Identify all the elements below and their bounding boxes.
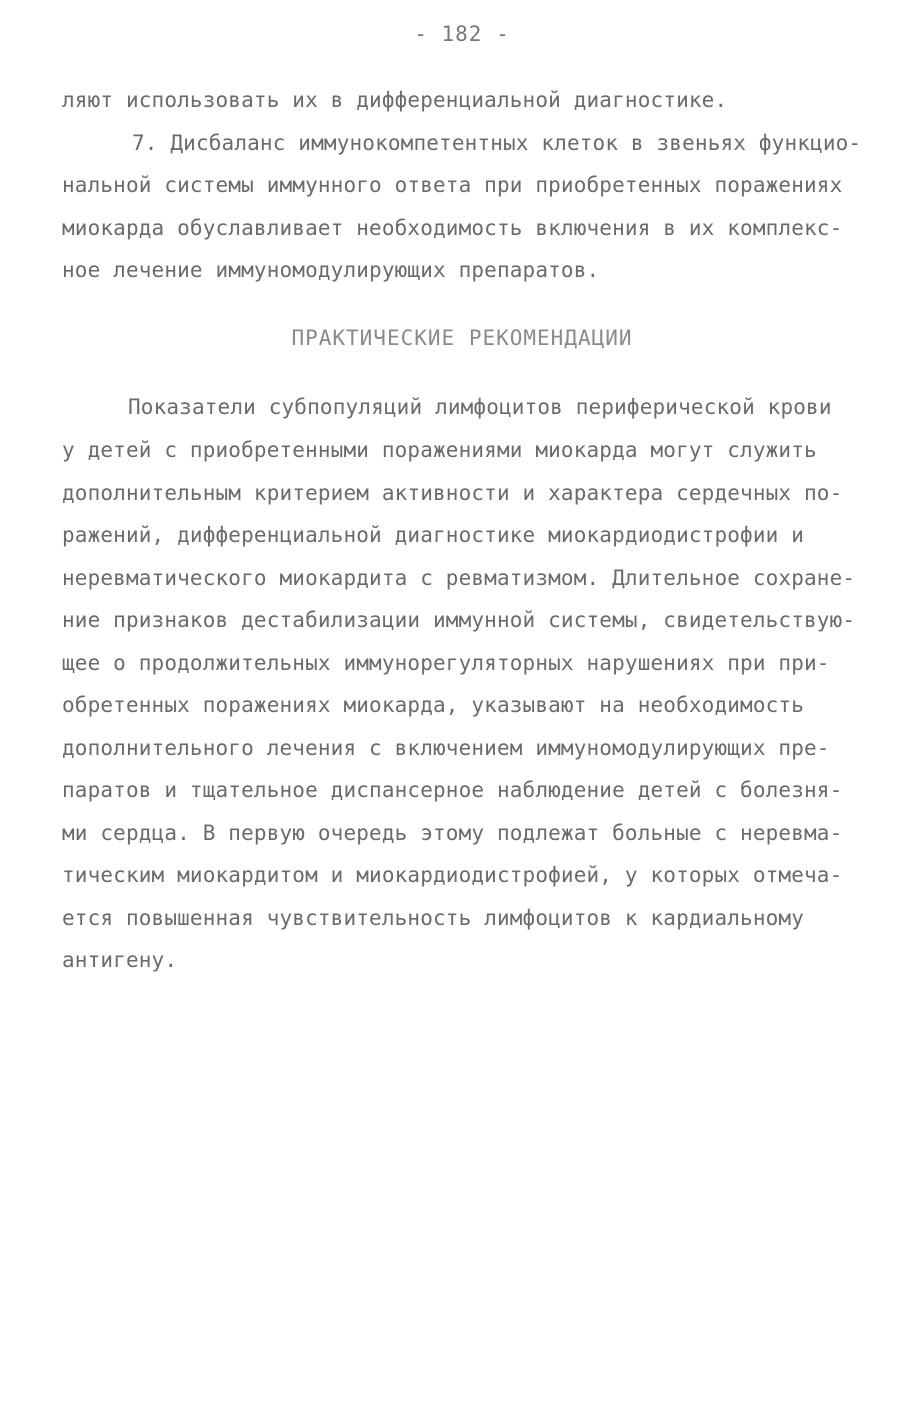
recommendation-line: ется повышенная чувствительность лимфоцитов к кардиальному (62, 906, 804, 930)
conclusion-line: ляют использовать их в дифференциальной диагностике. (62, 88, 728, 112)
recommendation-line: ражений, дифференциальной диагностике миокардиодистрофии и (62, 523, 804, 547)
recommendation-line: обретенных поражениях миокарда, указывают на необходимость (62, 693, 804, 717)
recommendation-line: неревматического миокардита с ревматизмом. Длительное сохране- (62, 566, 856, 590)
recommendation-line: ние признаков дестабилизации иммунной системы, свидетельствую- (62, 608, 856, 632)
recommendation-line: щее о продолжительных иммунорегуляторных нарушениях при при- (62, 651, 830, 675)
recommendation-line: паратов и тщательное диспансерное наблюдение детей с болезня- (62, 778, 843, 802)
recommendation-line: антигену. (62, 948, 178, 972)
conclusion-line: ное лечение иммуномодулирующих препаратов. (62, 258, 600, 282)
recommendation-line: у детей с приобретенными поражениями миокарда могут служить (62, 438, 817, 462)
recommendation-line: дополнительным критерием активности и характера сердечных по- (62, 481, 843, 505)
conclusion-line: миокарда обуславливает необходимость включения в их комплекс- (62, 216, 843, 240)
conclusion-line: 7. Дисбаланс иммунокомпетентных клеток в звеньях функцио- (132, 131, 862, 155)
recommendation-line: ми сердца. В первую очередь этому подлежат больные с неревма- (62, 821, 843, 845)
recommendation-line: дополнительного лечения с включением иммуномодулирующих пре- (62, 736, 830, 760)
page-number: - 182 - (414, 22, 510, 46)
section-title: ПРАКТИЧЕСКИЕ РЕКОМЕНДАЦИИ (291, 326, 633, 350)
conclusion-line: нальной системы иммунного ответа при приобретенных поражениях (62, 173, 843, 197)
recommendation-line: тическим миокардитом и миокардиодистрофией, у которых отмеча- (62, 863, 843, 887)
recommendation-line: Показатели субпопуляций лимфоцитов периферической крови (128, 395, 832, 419)
